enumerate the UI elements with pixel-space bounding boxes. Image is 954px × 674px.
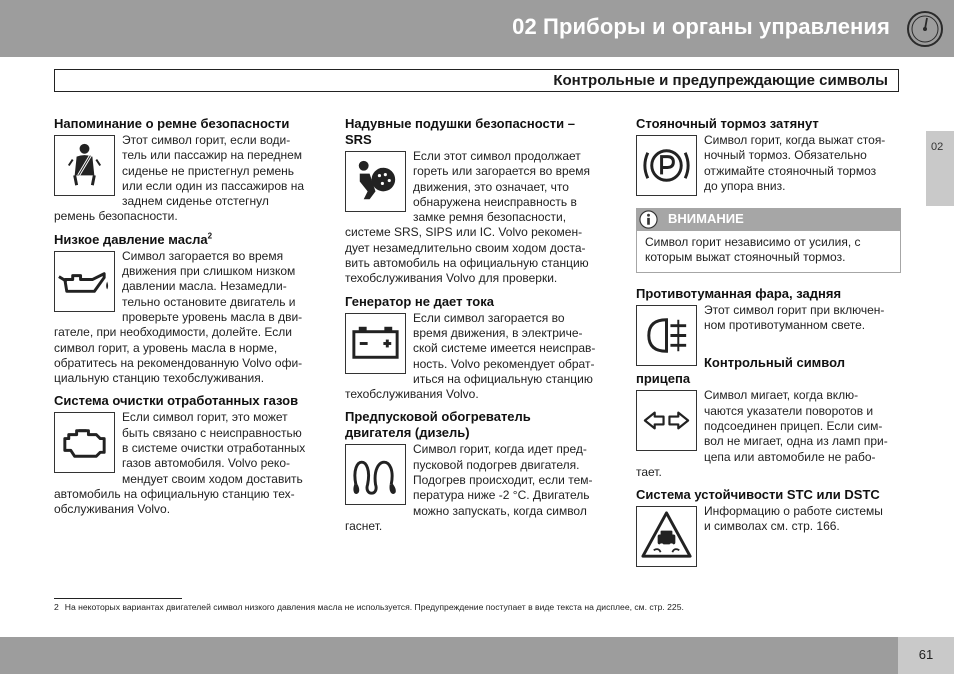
seatbelt-title: Напоминание о ремне безопасности — [54, 116, 290, 131]
footnote-ref: 2 — [207, 231, 213, 241]
parking-brake-title: Стояночный тормоз затянут — [636, 116, 819, 131]
preheater-text: Символ горит, когда идет пред- пусковой подогрев двигателя. Подогрев происходит, если тем- пература ниже -2 °C. Двигатель можно запускать, когда символ гаснет. — [345, 442, 593, 533]
section-header — [54, 69, 899, 92]
glow-plug-icon — [345, 444, 406, 505]
exhaust-section — [54, 393, 319, 517]
parking-brake-icon — [636, 135, 697, 196]
preheater-title: Предпусковой обогреватель двигателя (дизель) — [345, 409, 531, 441]
exhaust-text: Если символ горит, это может быть связано с неисправностью в системе очистки отработанных газов автомобиля. Volvo реко- мендует своим ходом доставить автомобиль на официальную станцию тех- обслуживания Volvo. — [54, 410, 306, 517]
footnote-divider — [54, 598, 182, 599]
stability-section — [636, 487, 901, 535]
generator-text: Если символ загорается во время движения, в электриче- ской системе имеется неисправ- ность. Volvo рекомендует обрат- иться на официальную станцию техобслуживания Volvo. — [345, 310, 596, 402]
footnote-text: На некоторых вариантах двигателей символ низкого давления масла не используется. Предупреждение поступает в виде текста на дисплее, см. стр. 225. — [64, 602, 684, 612]
warning-text: Символ горит независимо от усилия, с которым выжат стояночный тормоз. — [636, 231, 901, 273]
seatbelt-section — [54, 116, 319, 225]
rear-fog-text: Этот символ горит при включен- ном противотуманном свете. — [704, 302, 885, 333]
oil-pressure-text: Символ загорается во время движения при слишком низком давлении масла. Незамедли- тельно остановите двигатель и проверьте уровень масла в дви- гателе, при необходимости, долейте. Если символ горит, а уровень масла в норме, обратитесь на рекомендованную Volvo офи- циальную станцию техобслуживания. — [54, 248, 303, 386]
trailer-text: Символ мигает, когда вклю- чаются указатели поворотов и подсоединен прицеп. Если сим- вол не мигает, одна из ламп при- цепа или автомобиле не рабо- тает. — [636, 388, 888, 479]
footer-bar — [0, 637, 954, 674]
trailer-title: Контрольный символ прицепа — [636, 355, 845, 387]
chapter-title: 02 Приборы и органы управления — [512, 14, 890, 39]
rear-fog-section — [636, 286, 901, 334]
trailer-section — [636, 355, 901, 480]
warning-box — [636, 208, 901, 273]
exhaust-title: Система очистки отработанных газов — [54, 393, 299, 409]
section-title: Контрольные и предупреждающие символы — [553, 72, 888, 89]
airbag-text: Если этот символ продолжает гореть или загорается во время движения, это означает, что обнаружена неисправность в замке ремня безопасности, системе SRS, SIPS или IC. Volvo рекомен- дует незамедлительно своим ходом доста- вить автомобиль на официальную станцию техобслуживания Volvo для проверки. — [345, 149, 591, 286]
rear-fog-title: Противотуманная фара, задняя — [636, 285, 842, 301]
warning-header — [636, 208, 901, 231]
gauge-icon — [906, 10, 944, 48]
chapter-tab[interactable] — [926, 131, 954, 206]
rear-fog-light-icon — [636, 305, 697, 366]
seatbelt-icon — [54, 135, 115, 196]
parking-brake-text: Символ горит, когда выжат стоя- ночный тормоз. Обязательно отжимайте стояночный тормоз до упора вниз. — [704, 133, 886, 193]
battery-icon — [345, 313, 406, 374]
parking-brake-section — [636, 116, 901, 194]
stability-title: Система устойчивости STC или DSTC — [636, 487, 880, 503]
preheater-section — [345, 409, 610, 534]
chapter-tab-label: 02 — [931, 141, 944, 153]
oil-pressure-section — [54, 232, 319, 387]
column-3 — [636, 116, 901, 569]
generator-section — [345, 294, 610, 403]
stability-text: Информацию о работе системы и символах см. стр. 166. — [704, 504, 883, 534]
column-2 — [345, 116, 610, 541]
page-number: 61 — [918, 647, 934, 662]
stability-control-icon — [636, 506, 697, 567]
airbag-section — [345, 116, 610, 287]
oil-pressure-title-text: Низкое давление масла — [54, 231, 208, 247]
airbag-icon — [345, 151, 406, 212]
footnote — [54, 602, 684, 612]
oil-can-icon — [54, 251, 115, 312]
oil-pressure-title — [54, 232, 319, 248]
generator-title: Генератор не дает тока — [345, 293, 494, 309]
warning-label: ВНИМАНИЕ — [668, 211, 744, 227]
trailer-indicator-icon — [636, 390, 697, 451]
column-1 — [54, 116, 319, 525]
seatbelt-text: Этот символ горит, если води- тель или пассажир на переднем сиденье не пристегнул ремень или если один из пассажиров на заднем сиденье отстегнул ремень безопасности. — [54, 133, 305, 224]
airbag-title: Надувные подушки безопасности – SRS — [345, 116, 575, 147]
info-icon — [639, 210, 658, 229]
engine-icon — [54, 412, 115, 473]
page-number-box — [898, 637, 954, 674]
header-bar — [0, 0, 954, 57]
footnote-number: 2 — [54, 602, 59, 612]
